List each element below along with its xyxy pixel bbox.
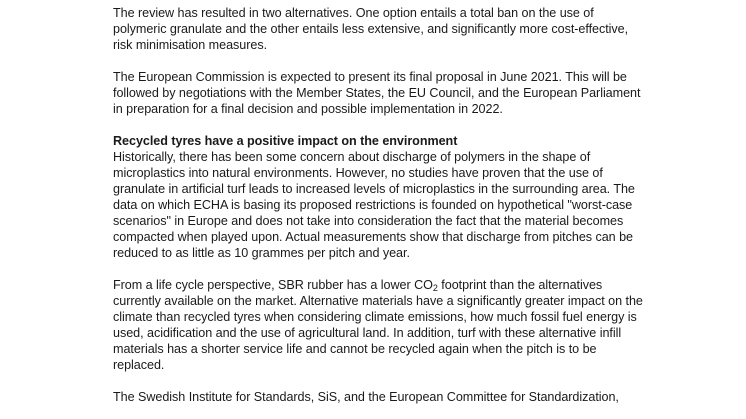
- paragraph-gap: [113, 53, 643, 69]
- paragraph-gap: [113, 117, 643, 133]
- life-cycle-text-start: From a life cycle perspective, SBR rubber has a lower CO: [113, 278, 433, 292]
- paragraph-review-alternatives: The review has resulted in two alternatives. One option entails a total ban on the use of polymeric granulate and the other entails less extensive, and significantly more cost-effective, risk minimisation measures.: [113, 6, 629, 52]
- paragraph-gap: [113, 261, 643, 277]
- life-cycle-text-end: footprint than the alternatives currently available on the market. Alternative materials have a significantly greater impact on the climate than recycled tyres when considering climate emissions, how much fossil fuel energy is used, acidification and the use of agricultural land. In addition, turf with these alternative infill materials has a shorter service life and cannot be recycled again when the pitch is to be replaced.: [113, 278, 643, 372]
- document-page: [113, 5, 643, 405]
- section-heading: Recycled tyres have a positive impact on the environment: [113, 134, 458, 148]
- paragraph-microplastics: Historically, there has been some concern about discharge of polymers in the shape of microplastics into natural environments. However, no studies have proven that the use of granulate in artificial turf leads to increased levels of microplastics in the surrounding area. The data on which ECHA is basing its proposed restrictions is founded on hypothetical "worst-case scenarios" in Europe and does not take into consideration the fact that the material becomes compacted when played upon. Actual measurements show that discharge from pitches can be reduced to as little as 10 grammes per pitch and year.: [113, 150, 635, 260]
- paragraph-gap: [113, 373, 643, 389]
- paragraph-life-cycle: [113, 277, 643, 373]
- paragraph-standards: The Swedish Institute for Standards, SiS, and the European Committee for Standardization,: [113, 390, 619, 404]
- co2-subscript: 2: [432, 283, 438, 293]
- paragraph-commission-proposal: The European Commission is expected to present its final proposal in June 2021. This will be followed by negotiations with the Member States, the EU Council, and the European Parliament in preparation for a final decision and possible implementation in 2022.: [113, 70, 641, 116]
